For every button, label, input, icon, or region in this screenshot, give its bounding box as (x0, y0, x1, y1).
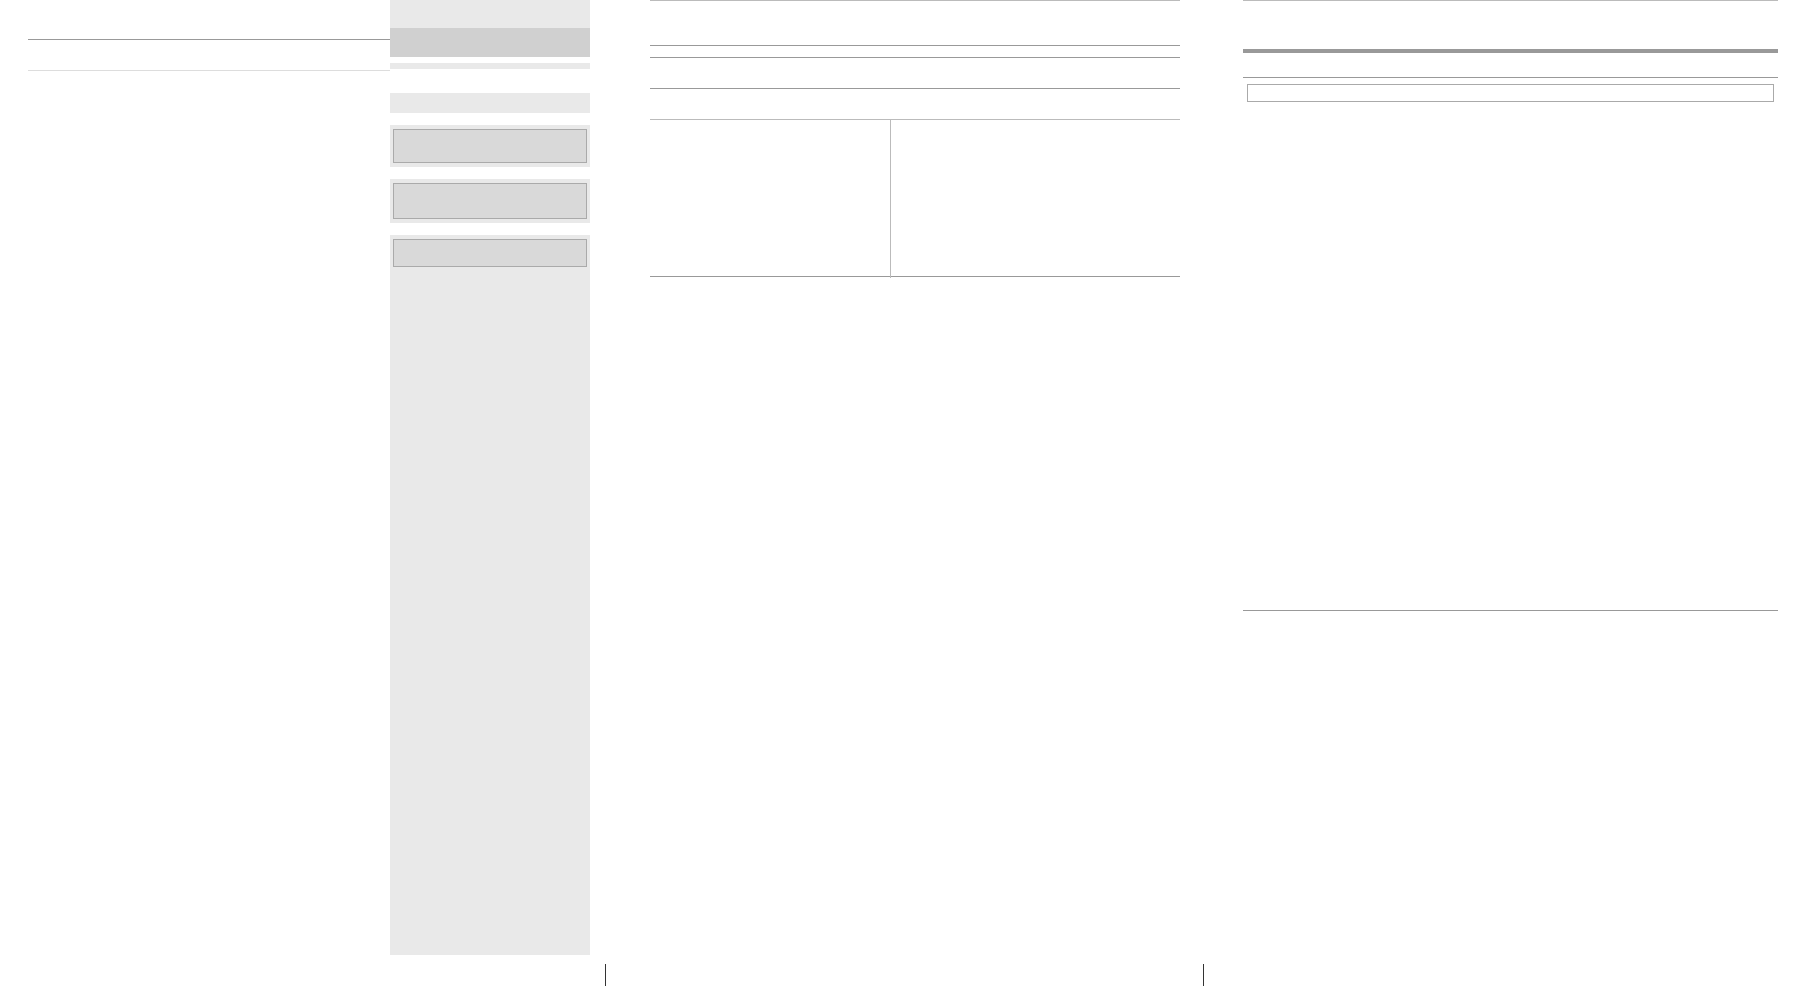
church-news-title (650, 0, 1180, 46)
afternoon-time (390, 57, 590, 63)
sunday-worship-panel (28, 0, 390, 81)
service-grid-v1 (890, 119, 891, 278)
church-news-panel (650, 0, 1180, 280)
service-grid-h1 (650, 119, 1180, 120)
wednesday-details (393, 129, 587, 163)
mission-title (1243, 50, 1778, 78)
offerings-title (1243, 0, 1778, 50)
bible-verse (650, 277, 1180, 280)
welcome-divider (1243, 610, 1778, 611)
afternoon-panel (390, 0, 590, 955)
wednesday-title (390, 113, 590, 125)
dawn-title (390, 167, 590, 179)
standing-note (28, 70, 390, 81)
sunday-worship-title (28, 0, 390, 40)
afternoon-sermon-box (390, 69, 590, 93)
service-team-title (650, 58, 1180, 88)
fold-line-2 (1203, 964, 1204, 986)
offerings-panel (1243, 0, 1778, 102)
friday-details (393, 239, 587, 267)
afternoon-title (390, 28, 590, 57)
news-footnote (650, 49, 1180, 58)
friday-title (390, 223, 590, 235)
mission-list (1247, 84, 1774, 102)
fold-line-1 (605, 964, 606, 986)
service-team-box (650, 88, 1180, 277)
dawn-details (393, 183, 587, 219)
